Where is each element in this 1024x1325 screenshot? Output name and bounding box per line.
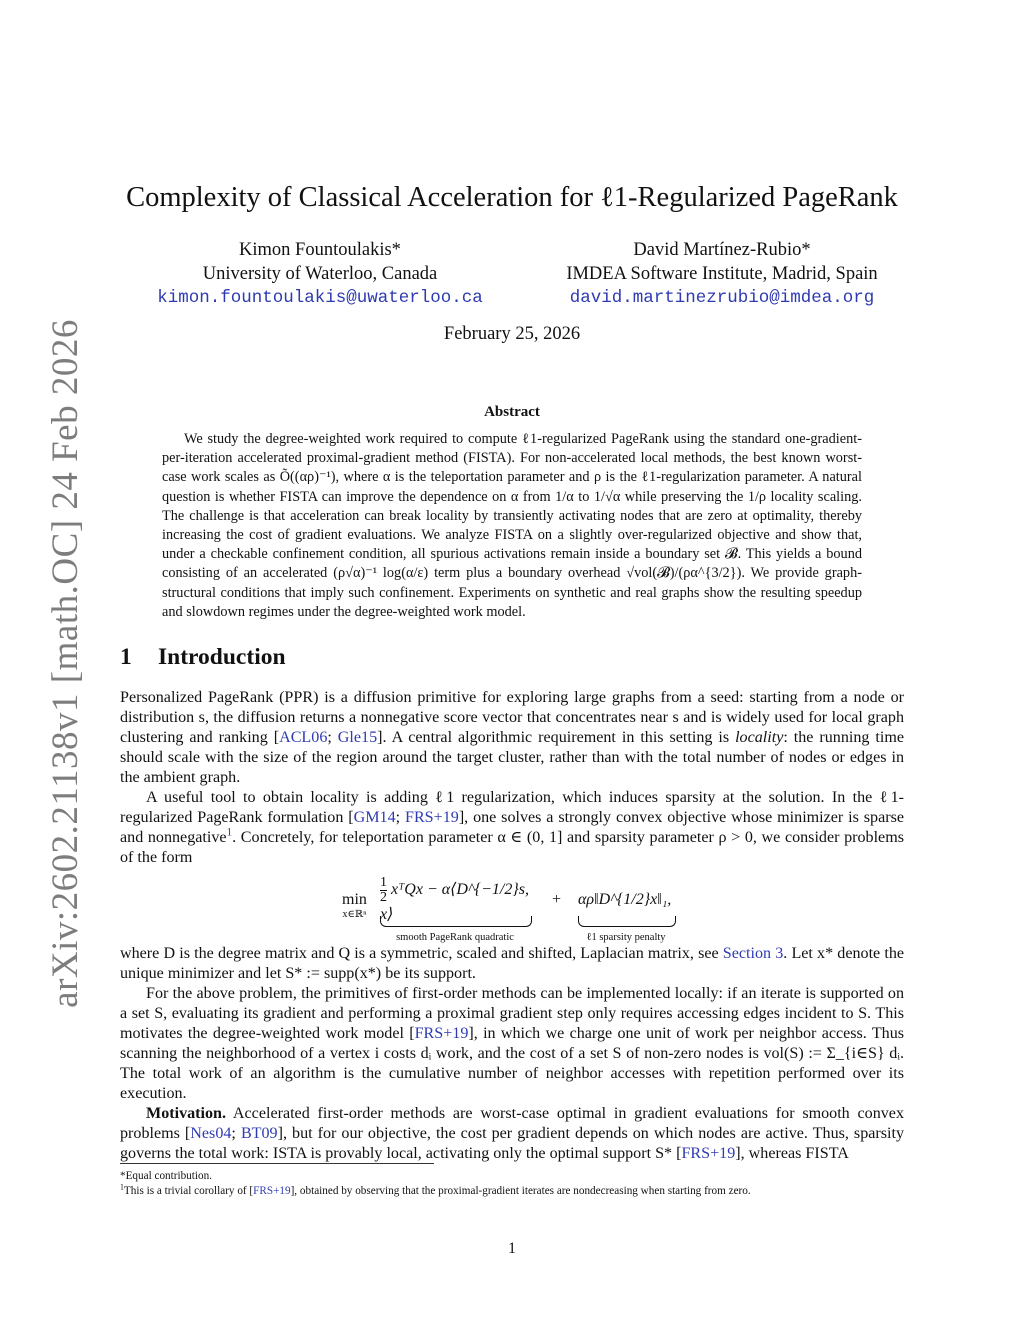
paragraph-1: Personalized PageRank (PPR) is a diffusion primitive for exploring large graphs from a seed: starting from a node or distribution s, the diffusion returns a nonnegative score vector that concentrates near s and is widely used for local graph clustering and ranking [ACL06; Gle15]. A central algorithmic requirement in this setting is locality: the running time should scale with the size of the region around the target cluster, rather than with the total number of nodes or edges in the ambient graph. [120, 689, 905, 786]
author-affiliation: IMDEA Software Institute, Madrid, Spain [566, 264, 878, 284]
abstract-heading: Abstract [484, 404, 540, 420]
page-number: 1 [508, 1240, 516, 1257]
paragraph-4: For the above problem, the primitives of first-order methods can be implemented locally: if an iterate is supported on a set S, evaluating its gradient and performing a proximal gradient step only requires accessing edges incident to S. This motivates the degree-weighted work model [FRS+19], in which we charge one unit of work per neighbor access. Thus scanning the neighborhood of a vertex i costs dᵢ work, and the cost of a set S of non-zero nodes is vol(S) := Σ_{i∈S} dᵢ. The total work of an algorithm is the cumulative number of neighbor accesses with repetition performed over its execution. [120, 985, 905, 1102]
citation-link[interactable]: FRS+19 [681, 1145, 736, 1162]
paragraph-5: Motivation. Accelerated first-order methods are worst-case optimal in gradient evaluations for smooth convex problems [Nes04; BT09], but for our objective, the cost per gradient depends on which nodes are active. Thus, sparsity governs the total work: ISTA is provably local, activating only the optimal support S* [FRS+19], whereas FISTA [120, 1105, 904, 1162]
paragraph-heading: Motivation. [146, 1105, 227, 1122]
paragraph-2: A useful tool to obtain locality is adding ℓ1 regularization, which induces sparsity at the solution. In the ℓ1-regularized PageRank formulation [GM14; FRS+19], one solves a strongly convex objective whose minimizer is sparse and nonnegative$^1$. Concretely, for teleportation parameter α ∈ (0, 1] and sparsity parameter ρ > 0, we consider problems of the form [120, 789, 905, 866]
footnote-1: $^1$This is a trivial corollary of [FRS+19], obtained by observing that the proximal-gradient iterates are nondecreasing when starting from zero. [120, 1182, 751, 1197]
smooth-brace [380, 916, 532, 927]
citation-link[interactable]: ACL06 [279, 729, 328, 746]
paragraph-3: where D is the degree matrix and Q is a symmetric, scaled and shifted, Laplacian matrix, see Section 3. Let x* denote the unique minimizer and let S* := supp(x*) be its support. [120, 945, 905, 982]
citation-link[interactable]: BT09 [240, 1125, 278, 1142]
author-1 [120, 238, 520, 310]
citation-link[interactable]: FRS+19 [253, 1185, 291, 1197]
paper-date: February 25, 2026 [443, 324, 581, 344]
section-heading [120, 644, 286, 671]
equation-min: min x∈ℝⁿ [342, 891, 367, 920]
equation-penalty-term: αρ‖D^{1/2}x‖₁, [578, 891, 672, 908]
equation-smooth-term: $\frac{1}{2}$ xᵀQx − α⟨D^{−1/2}s, x⟩ [380, 875, 529, 923]
body-text [120, 688, 904, 1164]
smooth-label: smooth PageRank quadratic [396, 932, 514, 943]
penalty-brace [578, 916, 676, 927]
citation-link[interactable]: Nes04 [190, 1125, 232, 1142]
pagerank-objective-equation [120, 870, 904, 942]
footnote-equal-contribution: *Equal contribution. [120, 1170, 212, 1182]
citation-link[interactable]: FRS+19 [414, 1025, 469, 1042]
footnotes [120, 1169, 904, 1199]
author-email-link[interactable]: kimon.fountoulakis@uwaterloo.ca [157, 288, 483, 308]
author-affiliation: University of Waterloo, Canada [202, 264, 438, 284]
author-email-link[interactable]: david.martinezrubio@imdea.org [569, 288, 875, 308]
penalty-label: ℓ1 sparsity penalty [586, 932, 666, 943]
abstract [162, 430, 862, 622]
citation-link[interactable]: FRS+19 [405, 809, 459, 826]
footnote-rule [120, 1163, 434, 1164]
section-ref-link[interactable]: Section 3 [722, 945, 784, 962]
author-2 [540, 238, 904, 310]
equation-plus: + [552, 891, 562, 908]
author-name: Kimon Fountoulakis* [239, 240, 401, 260]
citation-link[interactable]: GM14 [353, 809, 396, 826]
abstract-text: We study the degree-weighted work required to compute ℓ1-regularized PageRank using the standard one-gradient-per-iteration accelerated proximal-gradient method (FISTA). For non-accelerated local methods, the best known worst-case work scales as Õ((αρ)⁻¹), where α is the teleportation parameter and ρ is the ℓ1-regularization parameter. A natural question is whether FISTA can improve the dependence on α from 1/α to 1/√α while preserving the 1/ρ locality scaling. The challenge is that acceleration can break locality by transiently activating nodes that are zero at optimality, thereby increasing the cost of gradient evaluations. We analyze FISTA on a slightly over-regularized objective and show that, under a checkable confinement condition, all spurious activations remain inside a boundary set 𝓑. This yields a bound consisting of an accelerated (ρ√α)⁻¹ log(α/ε) term plus a boundary overhead √vol(𝓑)/(ρα^{3/2}). We provide graph-structural conditions that imply such confinement. Experiments on synthetic and real graphs show the resulting speedup and slowdown regimes under the degree-weighted work model. [162, 431, 862, 620]
arxiv-id: arXiv:2602.21138v1 [math.OC] 24 Feb 2026 [44, 318, 86, 1008]
footnote-link[interactable]: 1 [226, 826, 233, 839]
arxiv-stamp [43, 318, 87, 1008]
paper-title: Complexity of Classical Acceleration for ℓ1-Regularized PageRank [126, 182, 898, 213]
section-number: 1 [120, 644, 132, 670]
author-name: David Martínez-Rubio* [633, 240, 811, 260]
section-title: Introduction [158, 644, 286, 670]
citation-link[interactable]: Gle15 [337, 729, 378, 746]
